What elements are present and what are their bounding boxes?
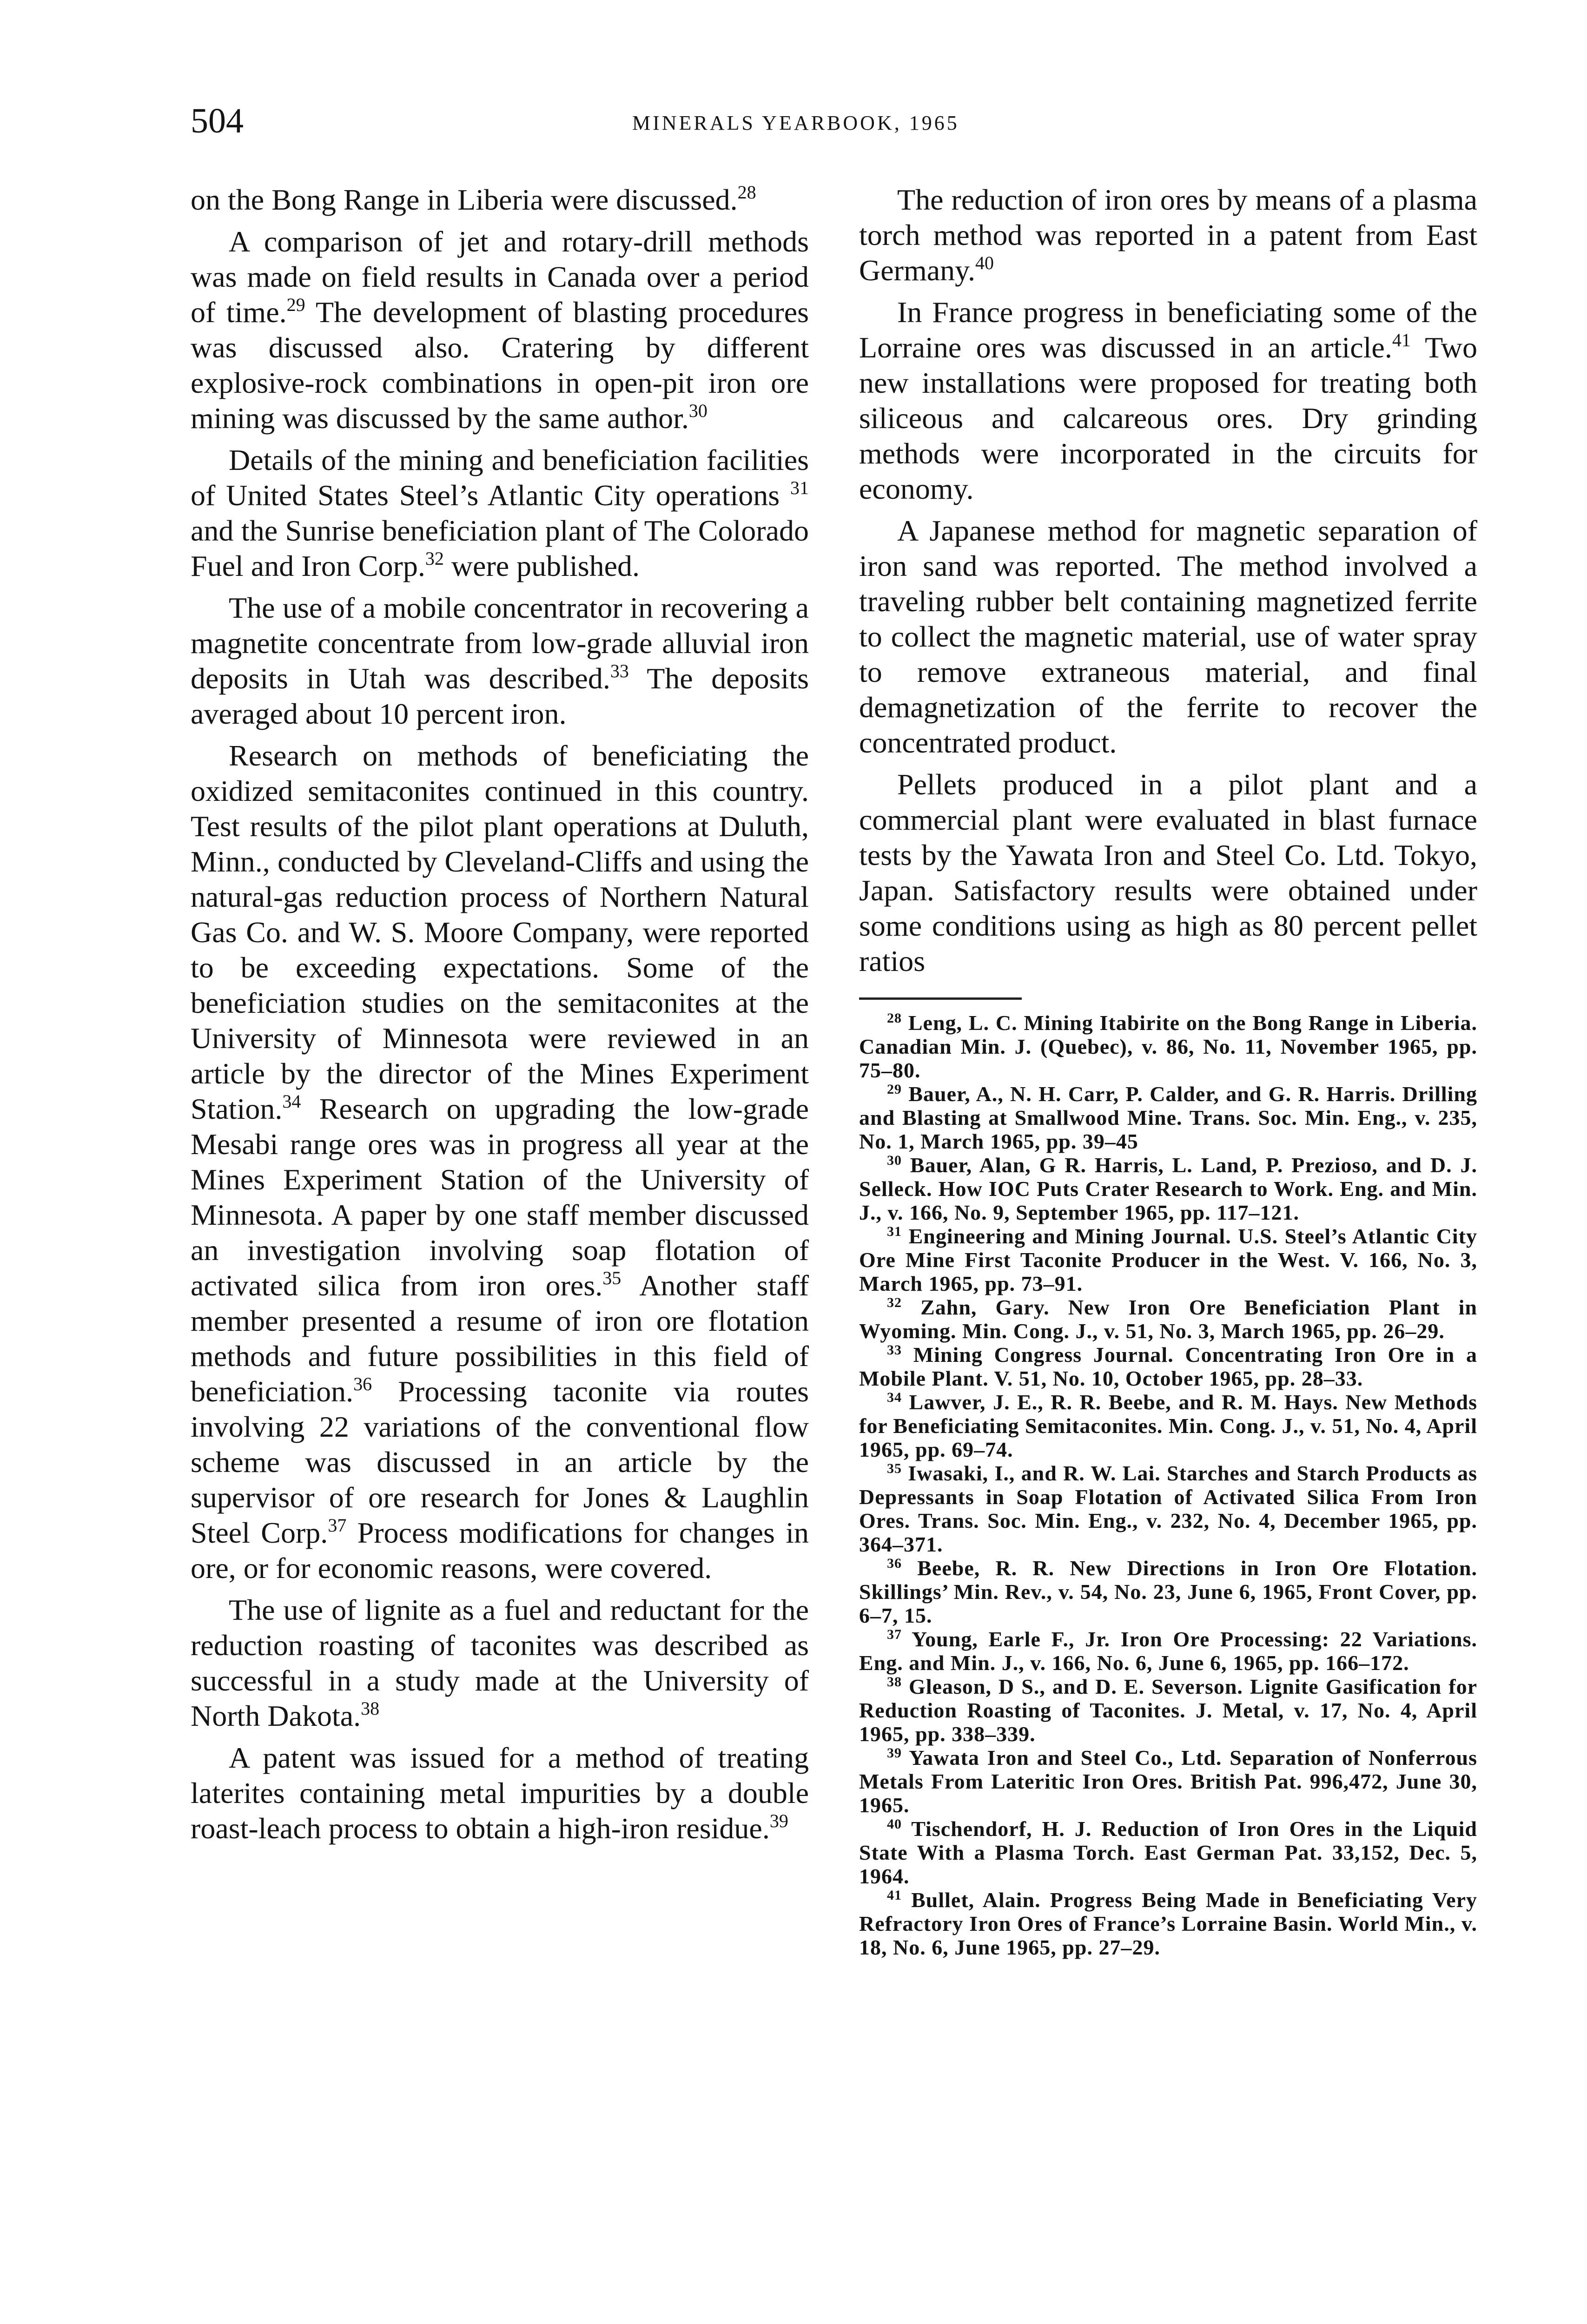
paragraph: The reduction of iron ores by means of a plasma torch method was reported in a patent from East Germany.$^{40}$ <box>859 183 1477 287</box>
footnote: $^{29}$ Bauer, A., N. H. Carr, P. Calder, and G. R. Harris. Drilling and Blasting at Smallwood Mine. Trans. Soc. Min. Eng., v. 235, No. 1, March 1965, pp. 39–45 <box>859 1082 1478 1153</box>
footnote: $^{34}$ Lawver, J. E., R. R. Beebe, and R. M. Hays. New Methods for Beneficiating Semitaconites. Min. Cong. J., v. 51, No. 4, April 1965, pp. 69–74. <box>859 1390 1477 1461</box>
paragraph: The use of a mobile concentrator in recovering a magnetite concentrate from low-grade alluvial iron deposits in Utah was described.$^{33}$ The deposits averaged about 10 percent iron. <box>191 591 809 730</box>
footnote: $^{36}$ Beebe, R. R. New Directions in Iron Ore Flotation. Skillings’ Min. Rev., v. 54, No. 23, June 6, 1965, Front Cover, pp. 6–7, 15. <box>859 1556 1477 1627</box>
running-head <box>191 98 1492 149</box>
right-column <box>859 182 1477 1959</box>
footnote: $^{32}$ Zahn, Gary. New Iron Ore Beneficiation Plant in Wyoming. Min. Cong. J., v. 51, No. 3, March 1965, pp. 26–29. <box>859 1295 1478 1343</box>
footnotes <box>859 1011 1477 1959</box>
footnote: $^{28}$ Leng, L. C. Mining Itabirite on the Bong Range in Liberia. Canadian Min. J. (Quebec), v. 86, No. 11, November 1965, pp. 75–80. <box>859 1010 1478 1082</box>
paragraph: In France progress in beneficiating some of the Lorraine ores was discussed in an article.$^{41}$ Two new installations were proposed for treating both siliceous and calcareous ores. Dry grinding methods were incorporated in the circuits for economy. <box>859 296 1478 505</box>
left-column <box>191 182 809 1853</box>
paragraph: on the Bong Range in Liberia were discussed.$^{28}$ <box>191 182 756 216</box>
paragraph: Research on methods of beneficiating the oxidized semitaconites continued in this country. Test results of the pilot plant operations at Duluth, Minn., conducted by Cleveland-Cliffs and using the natural-gas reduction process of Northern Natural Gas Co. and W. S. Moore Company, were reported to be exceeding expectations. Some of the beneficiation studies on the semitaconites at the University of Minnesota were reviewed in an article by the director of the Mines Experiment Station.$^{34}$ Research on upgrading the low-grade Mesabi range ores was in progress all year at the Mines Experiment Station of the University of Minnesota. A paper by one staff member discussed an investigation involving soap flotation of activated silica from iron ores.$^{35}$ Another staff member presented a resume of iron ore flotation methods and future possibilities in this field of beneficiation.$^{36}$ Processing taconite via routes involving 22 variations of the conventional flow scheme was discussed in an article by the supervisor of ore research for Jones & Laughlin Steel Corp.$^{37}$ Process modifications for changes in ore, or for economic reasons, were covered. <box>191 739 809 1585</box>
footnote: $^{35}$ Iwasaki, I., and R. W. Lai. Starches and Starch Products as Depressants in Soap Flotation of Activated Silica From Iron Ores. Trans. Soc. Min. Eng., v. 232, No. 4, December 1965, pp. 364–371. <box>859 1461 1477 1556</box>
paragraph: The use of lignite as a fuel and reductant for the reduction roasting of taconites was described as successful in a study made at the University of North Dakota.$^{38}$ <box>191 1593 809 1732</box>
footnote-rule <box>859 997 1022 1000</box>
paragraph: A comparison of jet and rotary-drill methods was made on field results in Canada over a period of time.$^{29}$ The development of blasting procedures was discussed also. Cratering by different explosive-rock combinations in open-pit iron ore mining was discussed by the same author.$^{30}$ <box>191 225 809 435</box>
paragraph: Details of the mining and beneficiation facilities of United States Steel’s Atlantic City operations $^{31}$ and the Sunrise beneficiation plant of The Colorado Fuel and Iron Corp.$^{32}$ were published. <box>191 443 809 582</box>
footnote: $^{31}$ Engineering and Mining Journal. U.S. Steel’s Atlantic City Ore Mine First Taconite Producer in the West. V. 166, No. 3, March 1965, pp. 73–91. <box>859 1224 1477 1295</box>
footnote: $^{33}$ Mining Congress Journal. Concentrating Iron Ore in a Mobile Plant. V. 51, No. 10, October 1965, pp. 28–33. <box>859 1342 1478 1390</box>
paragraph: A patent was issued for a method of treating laterites containing metal impurities by a double roast-leach process to obtain a high-iron residue.$^{39}$ <box>191 1741 809 1845</box>
footnote: $^{37}$ Young, Earle F., Jr. Iron Ore Processing: 22 Variations. Eng. and Min. J., v. 166, No. 6, June 6, 1965, pp. 166–172. <box>859 1627 1477 1675</box>
footnote: $^{38}$ Gleason, D S., and D. E. Severson. Lignite Gasification for Reduction Roasting of Taconites. J. Metal, v. 17, No. 4, April 1965, pp. 338–339. <box>859 1674 1478 1746</box>
journal-title: MINERALS YEARBOOK, 1965 <box>632 112 959 134</box>
footnote: $^{39}$ Yawata Iron and Steel Co., Ltd. Separation of Nonferrous Metals From Lateritic Iron Ores. British Pat. 996,472, June 30, 1965. <box>859 1745 1477 1817</box>
paragraph: Pellets produced in a pilot plant and a commercial plant were evaluated in blast furnace tests by the Yawata Iron and Steel Co. Ltd. Tokyo, Japan. Satisfactory results were obtained under some conditions using as high as 80 percent pellet ratios <box>859 768 1477 977</box>
footnote: $^{40}$ Tischendorf, H. J. Reduction of Iron Ores in the Liquid State With a Plasma Torch. East German Pat. 33,152, Dec. 5, 1964. <box>859 1816 1478 1888</box>
footnote: $^{30}$ Bauer, Alan, G R. Harris, L. Land, P. Prezioso, and D. J. Selleck. How IOC Puts Crater Research to Work. Eng. and Min. J., v. 166, No. 9, September 1965, pp. 117–121. <box>859 1153 1477 1224</box>
page-number: 504 <box>191 101 244 140</box>
paragraph: A Japanese method for magnetic separation of iron sand was reported. The method involved a traveling rubber belt containing magnetized ferrite to collect the magnetic material, use of water spray to remove extraneous material, and final demagnetization of the ferrite to recover the concentrated product. <box>859 514 1477 759</box>
footnote: $^{41}$ Bullet, Alain. Progress Being Made in Beneficiating Very Refractory Iron Ores of France’s Lorraine Basin. World Min., v. 18, No. 6, June 1965, pp. 27–29. <box>859 1888 1478 1959</box>
